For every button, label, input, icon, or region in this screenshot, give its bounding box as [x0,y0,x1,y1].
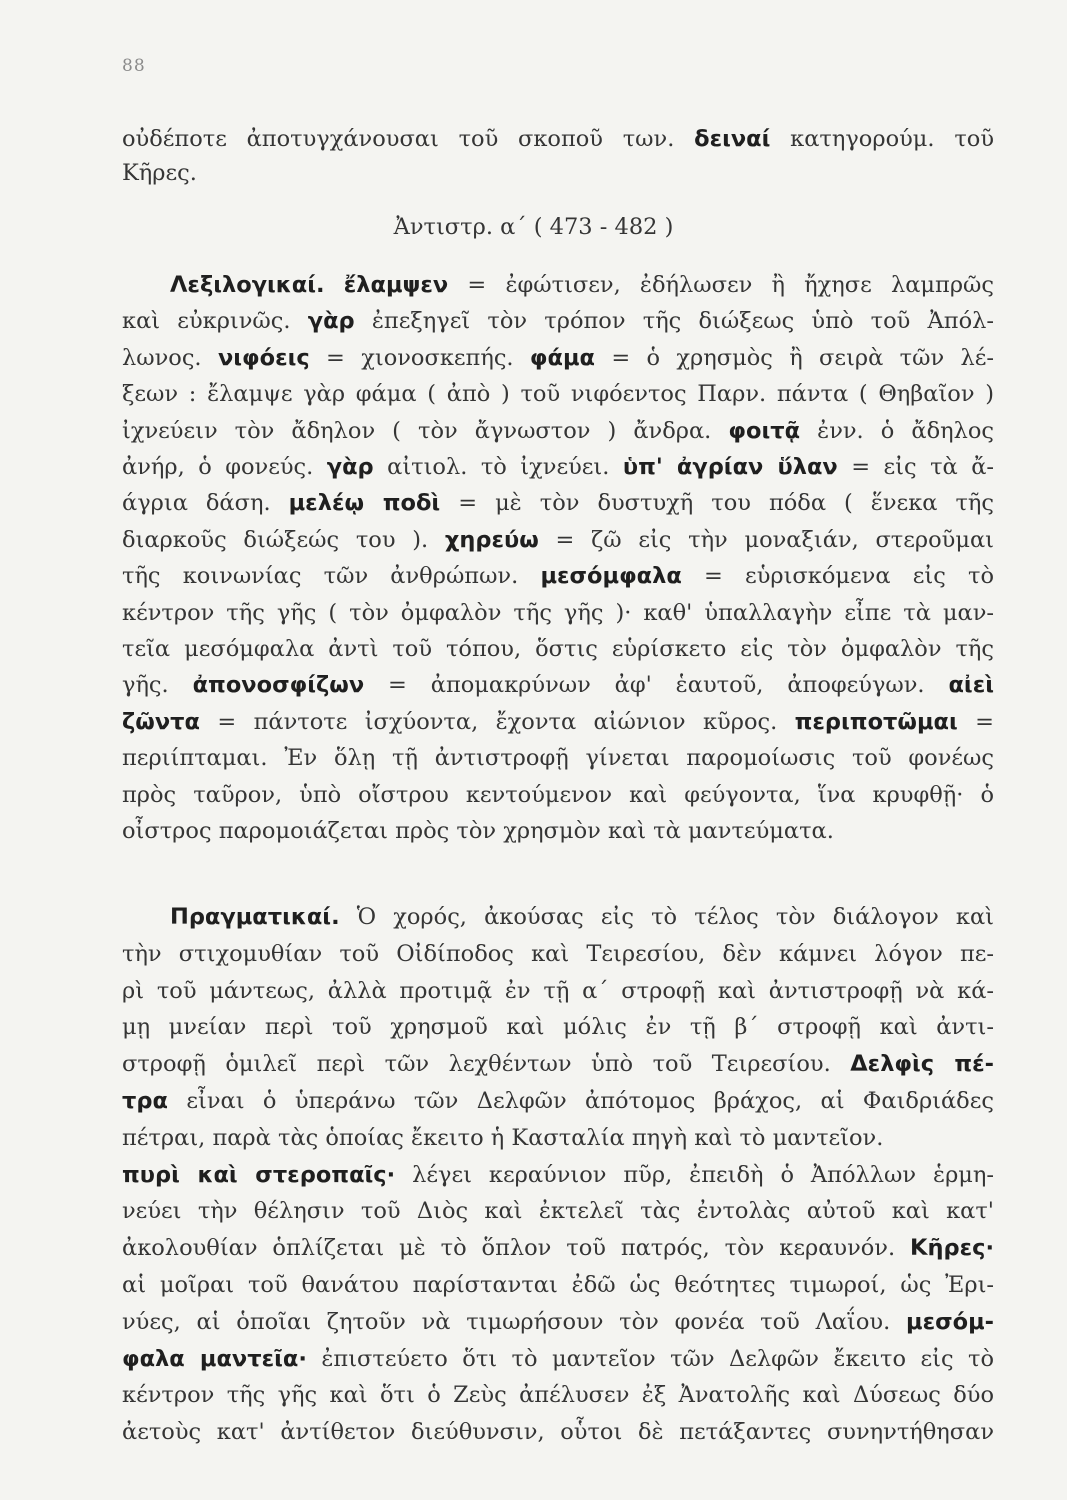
lexical-line: καὶ εὐκρινῶς. γὰρ ἐπεξηγεῖ τὸν τρόπον τῆς διώξεως ὑπὸ τοῦ Ἀπόλ- [122,308,994,335]
lexical-line: οἶστρος παρομοιάζεται πρὸς τὸν χρησμὸν καὶ τὰ μαντεύματα. [122,818,834,844]
lexical-line: ἰχνεύειν τὸν ἄδηλον ( τὸν ἄγνωστον ) ἄνδρα. φοιτᾷ ἐνν. ὁ ἄδηλος [122,417,994,444]
lexical-line: ξεων : ἔλαμψε γὰρ φάμα ( ἀπὸ ) τοῦ νιφόεντος Παρν. πάντα ( Θηβαῖον ) [122,381,994,408]
factual-line: ρὶ τοῦ μάντεως, ἀλλὰ προτιμᾷ ἐν τῇ α΄ στροφῇ καὶ ἀντιστροφῇ νὰ κά- [122,977,994,1004]
lexical-line: ζῶντα = πάντοτε ἰσχύοντα, ἔχοντα αἰώνιον κῦρος. περιποτῶμαι = [122,708,994,735]
intro-line: οὐδέποτε ἀποτυγχάνουσαι τοῦ σκοποῦ των. δειναί κατηγορούμ. τοῦ [122,126,994,152]
intro-line: Κῆρες. [122,160,197,186]
factual-line: αἱ μοῖραι τοῦ θανάτου παρίστανται ἐδῶ ὡς θεότητες τιμωροί, ὡς Ἐρι- [122,1272,994,1298]
factual-line: πυρὶ καὶ στεροπαῖς· λέγει κεραύνιον πῦρ, ἐπειδὴ ὁ Ἀπόλλων ἑρμη- [122,1161,994,1188]
factual-line: πέτραι, παρὰ τὰς ὁποίας ἔκειτο ἡ Κασταλία πηγὴ καὶ τὸ μαντεῖον. [122,1124,884,1151]
lexical-line: τῆς κοινωνίας τῶν ἀνθρώπων. μεσόμφαλα = εὑρισκόμενα εἰς τὸ [122,563,994,590]
lexical-line: πρὸς ταῦρον, ὑπὸ οἴστρου κεντούμενον καὶ φεύγοντα, ἵνα κρυφθῇ· ὁ [122,781,994,808]
lexical-line: κέντρον τῆς γῆς ( τὸν ὀμφαλὸν τῆς γῆς )· καθ' ὑπαλλαγὴν εἶπε τὰ μαν- [122,599,994,626]
lexical-line: διαρκοῦς διώξεώς του ). χηρεύω = ζῶ εἰς τὴν μοναξιάν, στεροῦμαι [122,526,994,553]
factual-line: κέντρον τῆς γῆς καὶ ὅτι ὁ Ζεὺς ἀπέλυσεν ἐξ Ἀνατολῆς καὶ Δύσεως δύο [122,1382,994,1409]
factual-line: Πραγματικαί. Ὁ χορός, ἀκούσας εἰς τὸ τέλος τὸν διάλογον καὶ [170,904,994,930]
lexical-line: ἀνήρ, ὁ φονεύς. γὰρ αἰτιολ. τὸ ἰχνεύει. ὑπ' ἀγρίαν ὕλαν = εἰς τὰ ἄ- [122,454,994,480]
factual-line: ἀετοὺς κατ' ἀντίθετον διεύθυνσιν, οὗτοι δὲ πετάξαντες συνηντήθησαν [122,1419,994,1446]
lexical-line: περιίπταμαι. Ἐν ὅλῃ τῇ ἀντιστροφῇ γίνεται παρομοίωσις τοῦ φονέως [122,745,994,772]
factual-line: ἀκολουθίαν ὁπλίζεται μὲ τὸ ὅπλον τοῦ πατρός, τὸν κεραυνόν. Κῆρες· [122,1235,994,1262]
page-number: 88 [122,56,146,76]
factual-line: νύες, αἱ ὁποῖαι ζητοῦν νὰ τιμωρήσουν τὸν φονέα τοῦ Λαΐου. μεσόμ- [122,1308,994,1335]
lexical-line: γῆς. ἀπονοσφίζων = ἀπομακρύνων ἀφ' ἑαυτοῦ, ἀποφεύγων. αἰεὶ [122,672,994,699]
lexical-line: τεῖα μεσόμφαλα ἀντὶ τοῦ τόπου, ὅστις εὑρίσκετο εἰς τὸν ὀμφαλὸν τῆς [122,636,994,662]
factual-line: τὴν στιχομυθίαν τοῦ Οἰδίποδος καὶ Τειρεσίου, δὲν κάμνει λόγον πε- [122,940,994,967]
factual-line: μῃ μνείαν περὶ τοῦ χρησμοῦ καὶ μόλις ἐν τῇ β΄ στροφῇ καὶ ἀντι- [122,1014,994,1041]
lexical-line: λωνος. νιφόεις = χιονοσκεπής. φάμα = ὁ χρησμὸς ἢ σειρὰ τῶν λέ- [122,344,994,371]
factual-line: στροφῇ ὁμιλεῖ περὶ τῶν λεχθέντων ὑπὸ τοῦ Τειρεσίου. Δελφὶς πέ- [122,1051,994,1078]
factual-line: νεύει τὴν θέλησιν τοῦ Διὸς καὶ ἐκτελεῖ τὰς ἐντολὰς αὐτοῦ καὶ κατ' [122,1198,994,1225]
factual-line: τρα εἶναι ὁ ὑπεράνω τῶν Δελφῶν ἀπότομος βράχος, αἱ Φαιδριάδες [122,1088,994,1114]
lexical-line: άγρια δάση. μελέῳ ποδὶ = μὲ τὸν δυστυχῆ του πόδα ( ἕνεκα τῆς [122,490,994,517]
lexical-line: Λεξιλογικαί. ἔλαμψεν = ἐφώτισεν, ἐδήλωσεν ἢ ἤχησε λαμπρῶς [170,272,994,298]
antistrophe-heading: Ἀντιστρ. α΄ ( 473 - 482 ) [393,214,674,240]
factual-line: φαλα μαντεῖα· ἐπιστεύετο ὅτι τὸ μαντεῖον τῶν Δελφῶν ἔκειτο εἰς τὸ [122,1345,994,1372]
